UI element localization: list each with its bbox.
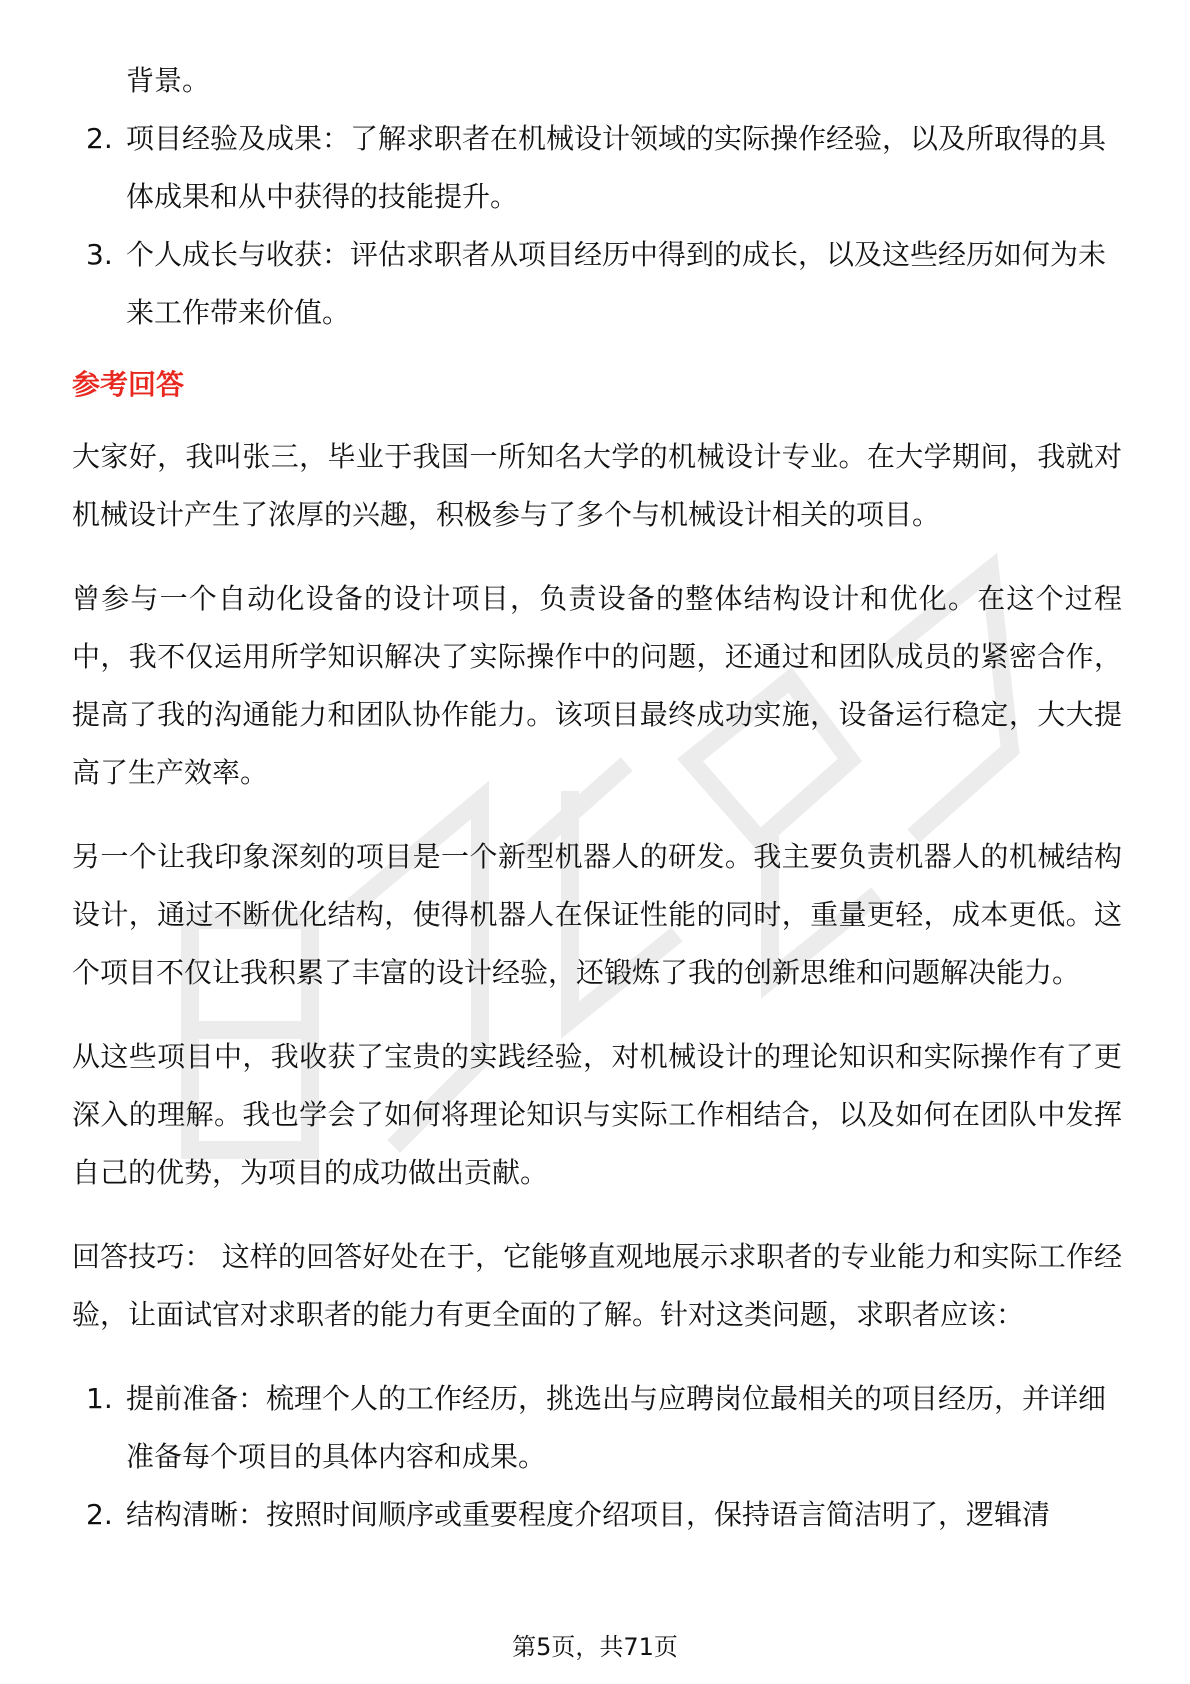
list-number: 2. xyxy=(86,122,113,155)
list-number: 3. xyxy=(86,238,113,271)
answer-paragraph: 曾参与一个自动化设备的设计项目，负责设备的整体结构设计和优化。在这个过程中，我不仅运用所学知识解决了实际操作中的问题，还通过和团队成员的紧密合作，提高了我的沟通能力和团队协作能力。该项目最终成功实施，设备运行稳定，大大提高了生产效率。 xyxy=(72,582,1122,789)
answer-paragraph: 另一个让我印象深刻的项目是一个新型机器人的研发。我主要负责机器人的机械结构设计，通过不断优化结构，使得机器人在保证性能的同时，重量更轻，成本更低。这个项目不仅让我积累了丰富的设计经验，还锻炼了我的创新思维和问题解决能力。 xyxy=(72,840,1122,989)
criteria-continuation xyxy=(72,52,1122,110)
page-footer: 第5页，共71页 xyxy=(512,1633,678,1661)
list-item xyxy=(72,226,1122,342)
list-item xyxy=(72,1486,1122,1544)
tips-intro: 回答技巧： 这样的回答好处在于，它能够直观地展示求职者的专业能力和实际工作经验，让面试官对求职者的能力有更全面的了解。针对这类问题，求职者应该： xyxy=(72,1240,1122,1331)
list-item-text: 结构清晰：按照时间顺序或重要程度介绍项目，保持语言简洁明了，逻辑清 xyxy=(126,1498,1051,1531)
list-item-text: 提前准备：梳理个人的工作经历，挑选出与应聘岗位最相关的项目经历，并详细准备每个项目的具体内容和成果。 xyxy=(126,1382,1107,1473)
list-number: 1. xyxy=(86,1382,113,1415)
list-number: 2. xyxy=(86,1498,113,1531)
list-item-text: 项目经验及成果：了解求职者在机械设计领域的实际操作经验，以及所取得的具体成果和从中获得的技能提升。 xyxy=(126,122,1107,213)
answer-heading: 参考回答 xyxy=(72,368,185,401)
list-item-text: 个人成长与收获：评估求职者从项目经历中得到的成长，以及这些经历如何为未来工作带来价值。 xyxy=(126,238,1107,329)
page-content xyxy=(72,52,1122,1544)
answer-paragraph: 大家好，我叫张三，毕业于我国一所知名大学的机械设计专业。在大学期间，我就对机械设计产生了浓厚的兴趣，积极参与了多个与机械设计相关的项目。 xyxy=(72,440,1122,531)
answer-paragraph: 从这些项目中，我收获了宝贵的实践经验，对机械设计的理论知识和实际操作有了更深入的理解。我也学会了如何将理论知识与实际工作相结合，以及如何在团队中发挥自己的优势，为项目的成功做出贡献。 xyxy=(72,1040,1122,1189)
list-item xyxy=(72,110,1122,226)
criteria-continuation-text: 背景。 xyxy=(126,64,211,97)
list-item xyxy=(72,1370,1122,1486)
